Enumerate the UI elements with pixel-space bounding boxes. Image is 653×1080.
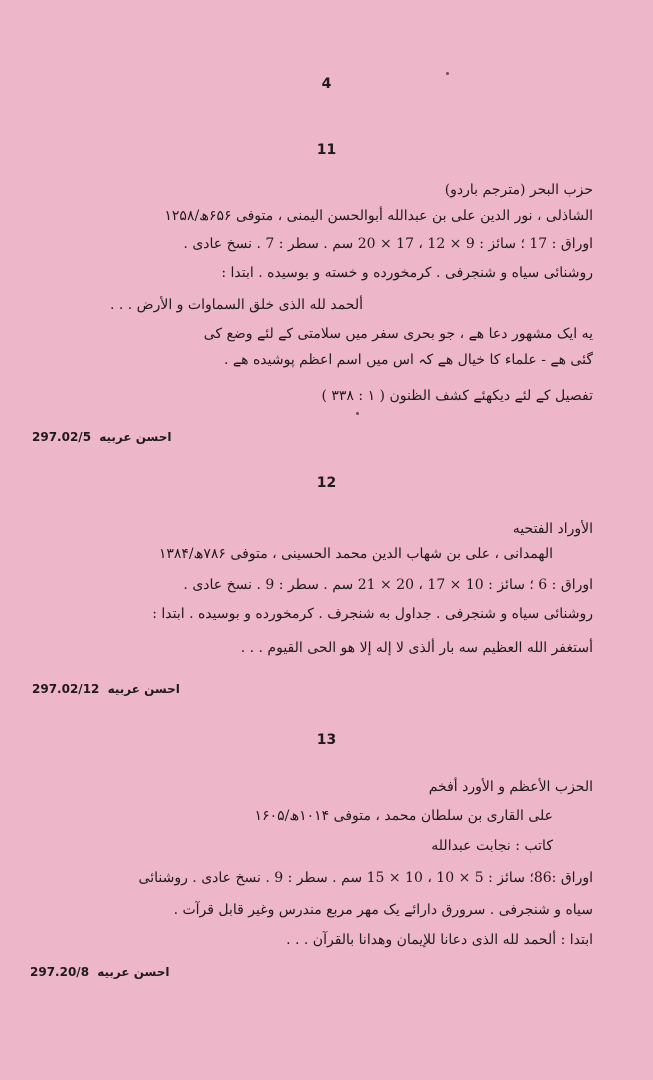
condition-line: روشنائی سیاه و شنجرفی . کرمخورده و خسته و بوسیده . ابتدا : — [221, 265, 593, 281]
call-number-label: احسن عربیه — [99, 430, 172, 444]
call-number-value: 297.02/12 — [32, 682, 100, 696]
note-line: تفصیل کے لئے دیکھئے کشف الظنون ( ۱ : ۳۳۸ ) — [321, 388, 593, 404]
entry-title: حزب البحر (مترجم باردو) — [444, 182, 593, 198]
incipit-line: ابتدا : ألحمد لله الذی دعانا للإیمان وهدانا بالقرآن . . . — [286, 932, 593, 948]
incipit-line: أستغفر الله العظیم سه بار ألذی لا إله إلا هو الحی القیوم . . . — [240, 640, 593, 656]
author-line: الشاذلی ، نور الدین علی بن عبدالله أبوالحسن الیمنی ، متوفی ۶۵۶ھ/۱۲۵۸ — [164, 208, 593, 224]
call-number — [30, 965, 170, 979]
entry-title: الأوراد الفتحیه — [512, 521, 593, 537]
physical-description: اوراق : 17 ؛ سائز : 9 × 12 ، 17 × 20 سم . سطر : 7 . نسخ عادی . — [183, 236, 593, 252]
entry-number: 11 — [316, 142, 337, 158]
call-number — [32, 682, 180, 696]
call-number-value: 297.02/5 — [32, 430, 92, 444]
entry-number: 12 — [316, 475, 337, 491]
incipit-line: ألحمد لله الذی خلق السماوات و الأرض . . . — [109, 297, 363, 313]
entry-number: 13 — [316, 732, 337, 748]
scribe-line: کاتب : نجابت عبدالله — [431, 838, 553, 854]
note-line: یه ایک مشهور دعا هے ، جو بحری سفر میں سلامتی کے لئے وضع کی — [203, 326, 593, 342]
note-line: گئی هے - علماء کا خیال هے کہ اس میں اسم اعظم پوشیده هے . — [224, 352, 593, 368]
entry-title: الحزب الأعظم و الأورد أفخم — [428, 779, 593, 795]
physical-description: اوراق :86؛ سائز : 5 × 10 ، 10 × 15 سم . سطر : 9 . نسخ عادی . روشنائی — [138, 870, 593, 886]
paper-speck — [356, 412, 359, 415]
call-number-label: احسن عربیه — [97, 965, 170, 979]
call-number-value: 297.20/8 — [30, 965, 90, 979]
condition-line: سیاه و شنجرفی . سرورق دارائے یک مهر مربع مندرس وغیر قابل قرآت . — [173, 902, 593, 918]
paper-speck — [446, 72, 449, 75]
author-line: الهمدانی ، علی بن شهاب الدین محمد الحسینی ، متوفی ۷۸۶ھ/۱۳۸۴ — [158, 546, 553, 562]
call-number — [32, 430, 172, 444]
call-number-label: احسن عربیه — [107, 682, 180, 696]
author-line: علی القاری بن سلطان محمد ، متوفی ۱۰۱۴ھ/۱۶۰۵ — [254, 808, 553, 824]
page-number: 4 — [321, 76, 332, 92]
condition-line: روشنائی سیاه و شنجرفی . جداول به شنجرف . کرمخورده و بوسیده . ابتدا : — [152, 606, 593, 622]
physical-description: اوراق : 6 ؛ سائز : 10 × 17 ، 20 × 21 سم . سطر : 9 . نسخ عادی . — [183, 577, 593, 593]
